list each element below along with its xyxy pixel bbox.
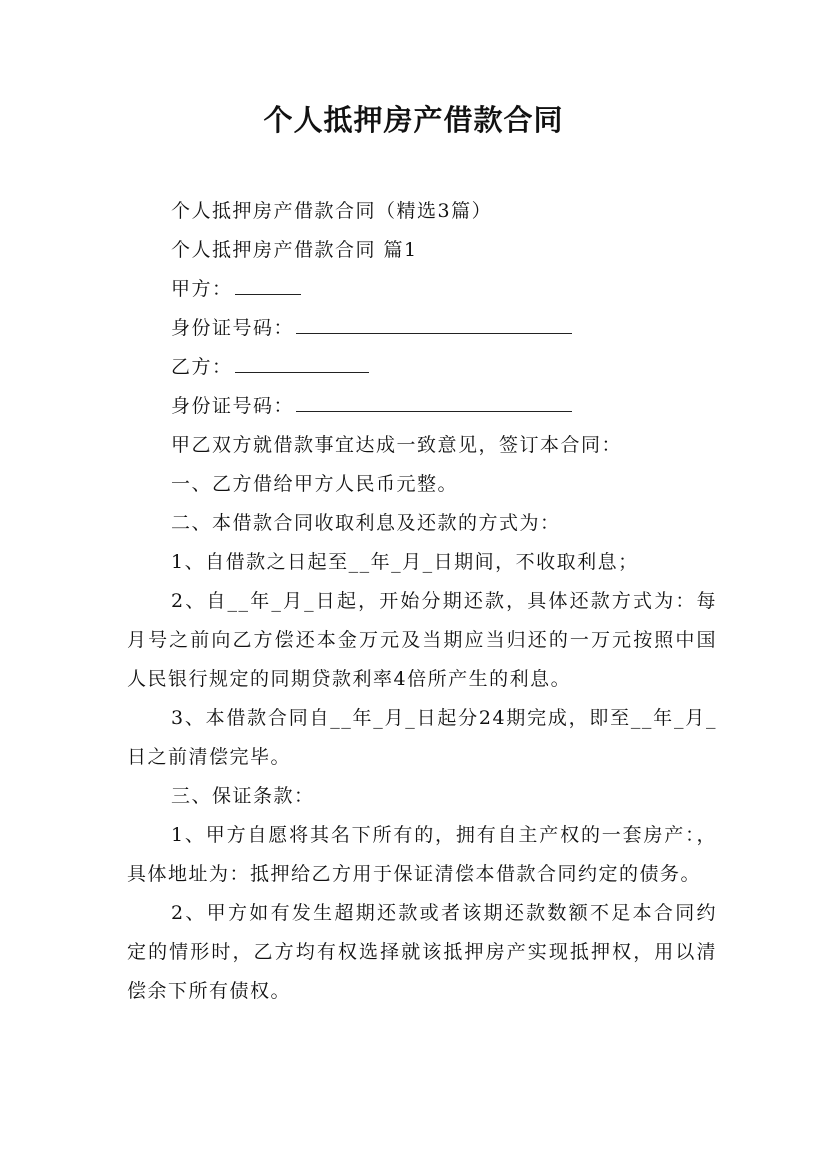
paragraph-clause-1: 一、乙方借给甲方人民币元整。 xyxy=(171,473,459,495)
paragraph-clause-2-1: 1、自借款之日起至__年_月_日期间，不收取利息； xyxy=(171,551,639,573)
document-title: 个人抵押房产借款合同 xyxy=(263,103,564,137)
party-b-id-line xyxy=(127,387,717,426)
party-a-id-label: 身份证号码： xyxy=(171,317,295,339)
party-b-label: 乙方： xyxy=(171,356,233,378)
party-b-id-blank xyxy=(296,389,572,412)
paragraph-clause-2: 二、本借款合同收取利息及还款的方式为： xyxy=(171,512,561,534)
section-heading: 个人抵押房产借款合同 篇1 xyxy=(171,239,418,261)
paragraph-clause-3-1: 1、甲方自愿将其名下所有的，拥有自主产权的一套房产：，具体地址为：抵押给乙方用于保证清偿本借款合同约定的债务。 xyxy=(127,824,717,885)
document-subtitle: 个人抵押房产借款合同（精选3篇） xyxy=(171,200,493,222)
paragraph-clause-2-3: 3、本借款合同自__年_月_日起分24期完成，即至__年_月_日之前清偿完毕。 xyxy=(127,707,717,768)
paragraph-agreement: 甲乙双方就借款事宜达成一致意见，签订本合同： xyxy=(171,434,623,456)
party-b-line xyxy=(127,348,717,387)
party-a-label: 甲方： xyxy=(171,278,233,300)
party-a-line xyxy=(127,270,717,309)
paragraph-clause-3-2: 2、甲方如有发生超期还款或者该期还款数额不足本合同约定的情形时，乙方均有权选择就该抵押房产实现抵押权，用以清偿余下所有债权。 xyxy=(127,902,717,1002)
document-body xyxy=(127,192,717,1011)
party-a-id-blank xyxy=(296,311,572,334)
party-b-blank xyxy=(235,350,369,373)
party-b-id-label: 身份证号码： xyxy=(171,395,295,417)
paragraph-clause-2-2: 2、自__年_月_日起，开始分期还款，具体还款方式为：每月号之前向乙方偿还本金万元及当期应当归还的一万元按照中国人民银行规定的同期贷款利率4倍所产生的利息。 xyxy=(127,590,717,690)
paragraph-clause-3: 三、保证条款： xyxy=(171,785,315,807)
party-a-id-line xyxy=(127,309,717,348)
party-a-blank xyxy=(235,272,301,295)
